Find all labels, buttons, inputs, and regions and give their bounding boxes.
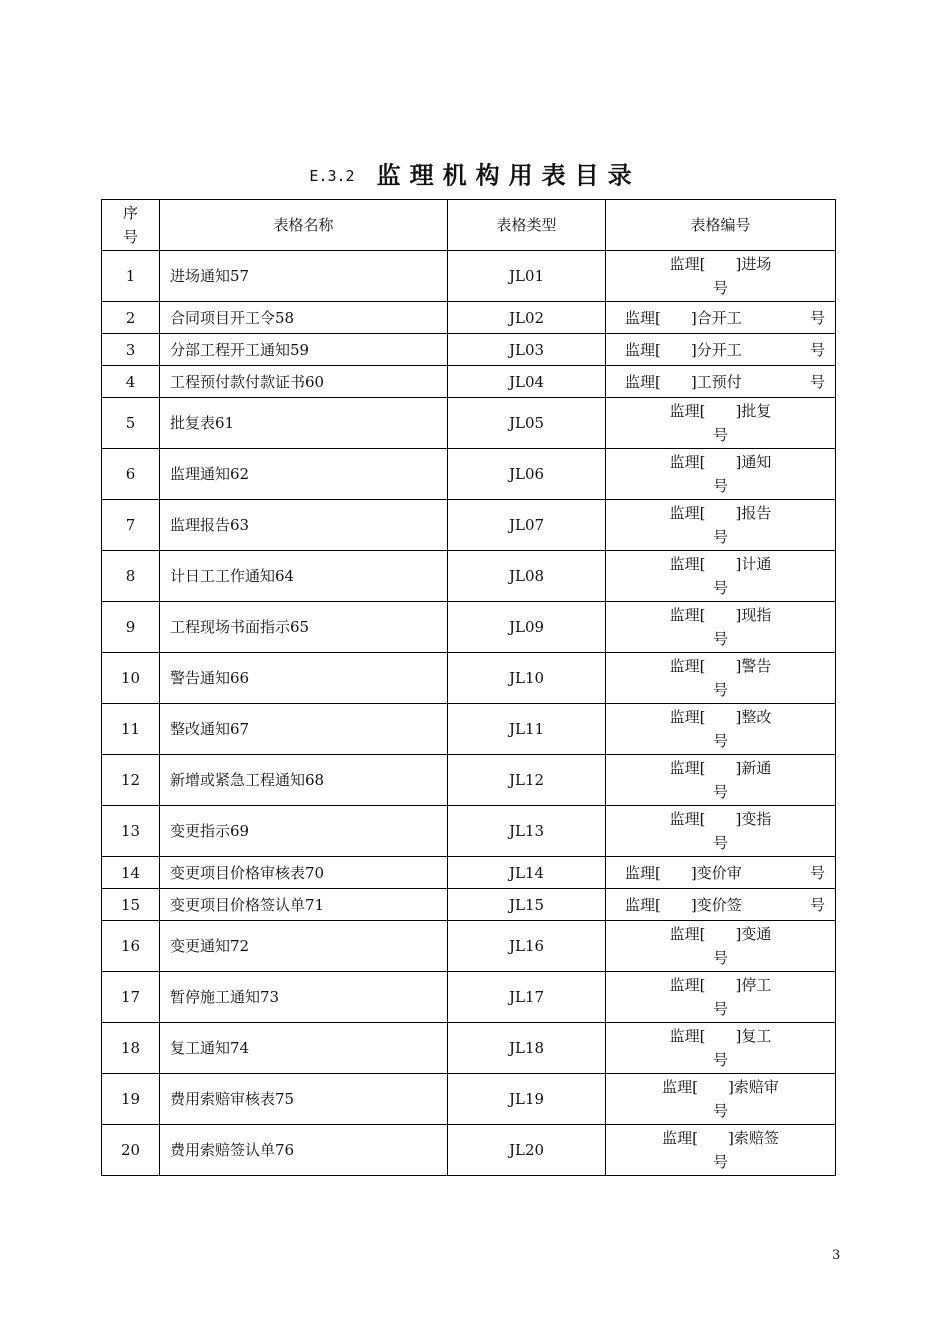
form-code — [606, 972, 836, 1023]
form-code-prefix: 监理[ ]变价签 — [625, 895, 742, 914]
table-row — [102, 755, 836, 806]
form-name: 变更指示69 — [160, 806, 448, 857]
form-code-prefix: 监理[ ]停工 — [669, 976, 772, 994]
form-code-suffix: 号 — [809, 372, 825, 391]
row-number: 15 — [102, 889, 160, 921]
form-code-prefix: 监理[ ]变价审 — [625, 863, 742, 882]
table-row — [102, 653, 836, 704]
form-name: 计日工工作通知64 — [160, 551, 448, 602]
form-code-prefix: 监理[ ]现指 — [669, 606, 772, 624]
form-type: JL20 — [448, 1125, 606, 1176]
form-type: JL10 — [448, 653, 606, 704]
form-code-prefix: 监理[ ]警告 — [669, 657, 772, 675]
form-code — [606, 653, 836, 704]
form-code — [606, 398, 836, 449]
form-code-suffix: 号 — [809, 340, 825, 359]
form-name: 警告通知66 — [160, 653, 448, 704]
row-number: 18 — [102, 1023, 160, 1074]
form-code-suffix: 号 — [712, 1051, 728, 1069]
form-code — [606, 1125, 836, 1176]
form-name: 监理报告63 — [160, 500, 448, 551]
form-code — [606, 602, 836, 653]
form-type: JL13 — [448, 806, 606, 857]
table-row — [102, 398, 836, 449]
form-name: 工程预付款付款证书60 — [160, 366, 448, 398]
table-row — [102, 1125, 836, 1176]
form-code — [606, 366, 836, 398]
form-code-suffix: 号 — [712, 426, 728, 444]
form-code-prefix: 监理[ ]计通 — [669, 555, 772, 573]
form-code-suffix: 号 — [712, 1102, 728, 1120]
form-type: JL17 — [448, 972, 606, 1023]
form-code-prefix: 监理[ ]分开工 — [625, 340, 742, 359]
form-code-suffix: 号 — [712, 1000, 728, 1018]
section-code: E.3.2 — [309, 166, 355, 185]
row-number: 5 — [102, 398, 160, 449]
form-code-prefix: 监理[ ]批复 — [669, 402, 772, 420]
form-code-prefix: 监理[ ]工预付 — [625, 372, 742, 391]
row-number: 13 — [102, 806, 160, 857]
table-row — [102, 806, 836, 857]
header-code: 表格编号 — [606, 200, 836, 251]
row-number: 19 — [102, 1074, 160, 1125]
form-name: 批复表61 — [160, 398, 448, 449]
row-number: 9 — [102, 602, 160, 653]
form-name: 新增或紧急工程通知68 — [160, 755, 448, 806]
form-code-prefix: 监理[ ]变指 — [669, 810, 772, 828]
form-code-prefix: 监理[ ]新通 — [669, 759, 772, 777]
table-row — [102, 602, 836, 653]
form-code-suffix: 号 — [712, 477, 728, 495]
row-number: 1 — [102, 251, 160, 302]
forms-catalog-table — [101, 199, 836, 1176]
form-code-suffix: 号 — [712, 528, 728, 546]
form-type: JL11 — [448, 704, 606, 755]
header-type: 表格类型 — [448, 200, 606, 251]
table-header-row — [102, 200, 836, 251]
form-type: JL09 — [448, 602, 606, 653]
form-code — [606, 1074, 836, 1125]
form-code — [606, 500, 836, 551]
form-type: JL08 — [448, 551, 606, 602]
table-row — [102, 704, 836, 755]
form-code-prefix: 监理[ ]进场 — [669, 255, 772, 273]
form-name: 变更项目价格签认单71 — [160, 889, 448, 921]
table-row — [102, 302, 836, 334]
table-row — [102, 366, 836, 398]
form-code — [606, 334, 836, 366]
row-number: 16 — [102, 921, 160, 972]
form-name: 工程现场书面指示65 — [160, 602, 448, 653]
form-type: JL07 — [448, 500, 606, 551]
form-name: 合同项目开工令58 — [160, 302, 448, 334]
table-row — [102, 1023, 836, 1074]
form-type: JL03 — [448, 334, 606, 366]
table-row — [102, 921, 836, 972]
form-code — [606, 449, 836, 500]
table-body — [102, 251, 836, 1176]
form-name: 监理通知62 — [160, 449, 448, 500]
form-type: JL01 — [448, 251, 606, 302]
form-code — [606, 857, 836, 889]
form-code — [606, 704, 836, 755]
form-code-prefix: 监理[ ]索赔审 — [662, 1078, 779, 1096]
form-code — [606, 302, 836, 334]
form-name: 变更项目价格审核表70 — [160, 857, 448, 889]
form-name: 变更通知72 — [160, 921, 448, 972]
form-code-prefix: 监理[ ]通知 — [669, 453, 772, 471]
form-code-suffix: 号 — [712, 783, 728, 801]
row-number: 3 — [102, 334, 160, 366]
form-code-suffix: 号 — [712, 279, 728, 297]
row-number: 2 — [102, 302, 160, 334]
row-number: 17 — [102, 972, 160, 1023]
form-type: JL06 — [448, 449, 606, 500]
form-code-suffix: 号 — [809, 308, 825, 327]
row-number: 4 — [102, 366, 160, 398]
form-code-suffix: 号 — [712, 630, 728, 648]
table-row — [102, 500, 836, 551]
form-name: 分部工程开工通知59 — [160, 334, 448, 366]
table-row — [102, 857, 836, 889]
table-row — [102, 889, 836, 921]
form-name: 费用索赔签认单76 — [160, 1125, 448, 1176]
header-name: 表格名称 — [160, 200, 448, 251]
row-number: 11 — [102, 704, 160, 755]
form-code — [606, 889, 836, 921]
form-type: JL15 — [448, 889, 606, 921]
form-type: JL02 — [448, 302, 606, 334]
form-type: JL12 — [448, 755, 606, 806]
form-code-suffix: 号 — [809, 863, 825, 882]
form-code-suffix: 号 — [809, 895, 825, 914]
form-code-suffix: 号 — [712, 732, 728, 750]
form-name: 费用索赔审核表75 — [160, 1074, 448, 1125]
form-code-suffix: 号 — [712, 834, 728, 852]
table-row — [102, 972, 836, 1023]
table-row — [102, 251, 836, 302]
form-type: JL18 — [448, 1023, 606, 1074]
form-type: JL16 — [448, 921, 606, 972]
row-number: 14 — [102, 857, 160, 889]
form-code — [606, 1023, 836, 1074]
form-type: JL14 — [448, 857, 606, 889]
row-number: 20 — [102, 1125, 160, 1176]
table-row — [102, 334, 836, 366]
row-number: 12 — [102, 755, 160, 806]
form-code-prefix: 监理[ ]报告 — [669, 504, 772, 522]
page-number: 3 — [832, 1248, 841, 1263]
form-code — [606, 755, 836, 806]
header-no: 序号 — [102, 200, 160, 251]
table-row — [102, 1074, 836, 1125]
row-number: 7 — [102, 500, 160, 551]
form-code-suffix: 号 — [712, 579, 728, 597]
form-code-prefix: 监理[ ]整改 — [669, 708, 772, 726]
page-title — [0, 158, 950, 192]
form-type: JL04 — [448, 366, 606, 398]
form-code-prefix: 监理[ ]复工 — [669, 1027, 772, 1045]
form-name: 暂停施工通知73 — [160, 972, 448, 1023]
form-code-suffix: 号 — [712, 949, 728, 967]
form-code-prefix: 监理[ ]合开工 — [625, 308, 742, 327]
section-title: 监理机构用表目录 — [376, 161, 641, 190]
row-number: 10 — [102, 653, 160, 704]
form-type: JL05 — [448, 398, 606, 449]
table-row — [102, 551, 836, 602]
form-type: JL19 — [448, 1074, 606, 1125]
form-code — [606, 551, 836, 602]
form-name: 复工通知74 — [160, 1023, 448, 1074]
table-row — [102, 449, 836, 500]
form-code-suffix: 号 — [712, 681, 728, 699]
form-name: 整改通知67 — [160, 704, 448, 755]
row-number: 6 — [102, 449, 160, 500]
form-code — [606, 921, 836, 972]
form-name: 进场通知57 — [160, 251, 448, 302]
form-code — [606, 251, 836, 302]
form-code-prefix: 监理[ ]变通 — [669, 925, 772, 943]
form-code-prefix: 监理[ ]索赔签 — [662, 1129, 779, 1147]
form-code — [606, 806, 836, 857]
form-code-suffix: 号 — [712, 1153, 728, 1171]
row-number: 8 — [102, 551, 160, 602]
